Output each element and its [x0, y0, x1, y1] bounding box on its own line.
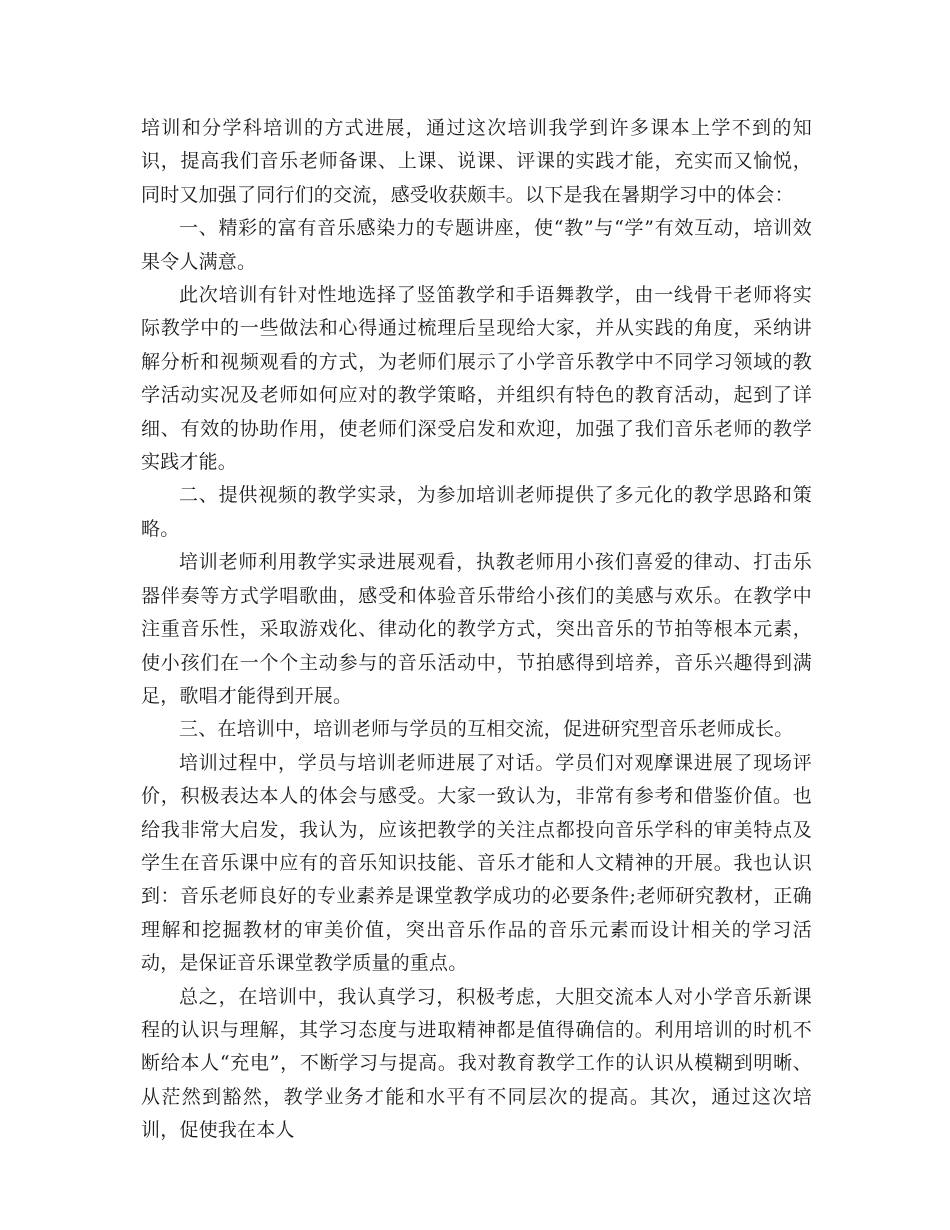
section-heading-1: 一、精彩的富有音乐感染力的专题讲座，使“教”与“学”有效互动，培训效果令人满意。	[141, 217, 812, 273]
paragraph-conclusion: 总之，在培训中，我认真学习，积极考虑，大胆交流本人对小学音乐新课程的认识与理解，其学习态度与进取精神都是值得确信的。利用培训的时机不断给本人“充电”，不断学习与提高。我对教育教学工作的认识从模糊到明晰、从茫然到豁然，教学业务才能和水平有不同层次的提高。其次，通过这次培训，促使我在本人	[141, 985, 812, 1142]
paragraph: 培训过程中，学员与培训老师进展了对话。学员们对观摩课进展了现场评价，积极表达本人的体会与感受。大家一致认为，非常有参考和借鉴价值。也给我非常大启发，我认为，应该把教学的关注点都投向音乐学科的审美特点及学生在音乐课中应有的音乐知识技能、音乐才能和人文精神的开展。我也认识到：音乐老师良好的专业素养是课堂教学成功的必要条件;老师研究教材，正确理解和挖掘教材的审美价值，突出音乐作品的音乐元素而设计相关的学习活动，是保证音乐课堂教学质量的重点。	[141, 751, 812, 975]
section-heading-3: 三、在培训中，培训老师与学员的互相交流，促进研究型音乐老师成长。	[179, 718, 794, 741]
paragraph-continuation: 培训和分学科培训的方式进展，通过这次培训我学到许多课本上学不到的知识，提高我们音乐老师备课、上课、说课、评课的实践才能，充实而又愉悦，同时又加强了同行们的交流，感受收获颇丰。以下是我在暑期学习中的体会：	[141, 117, 812, 206]
section-heading-2: 二、提供视频的教学实录，为参加培训老师提供了多元化的教学思路和策略。	[141, 484, 812, 540]
document-body	[141, 112, 812, 1148]
paragraph: 培训老师利用教学实录进展观看，执教老师用小孩们喜爱的律动、打击乐器伴奏等方式学唱歌曲，感受和体验音乐带给小孩们的美感与欢乐。在教学中注重音乐性，采取游戏化、律动化的教学方式，突出音乐的节拍等根本元素，使小孩们在一个个主动参与的音乐活动中，节拍感得到培养，音乐兴趣得到满足，歌唱才能得到开展。	[141, 551, 812, 707]
paragraph: 此次培训有针对性地选择了竖笛教学和手语舞教学，由一线骨干老师将实际教学中的一些做法和心得通过梳理后呈现给大家，并从实践的角度，采纳讲解分析和视频观看的方式，为老师们展示了小学音乐教学中不同学习领域的教学活动实况及老师如何应对的教学策略，并组织有特色的教育活动，起到了详细、有效的协助作用，使老师们深受启发和欢迎，加强了我们音乐老师的教学实践才能。	[141, 284, 812, 474]
